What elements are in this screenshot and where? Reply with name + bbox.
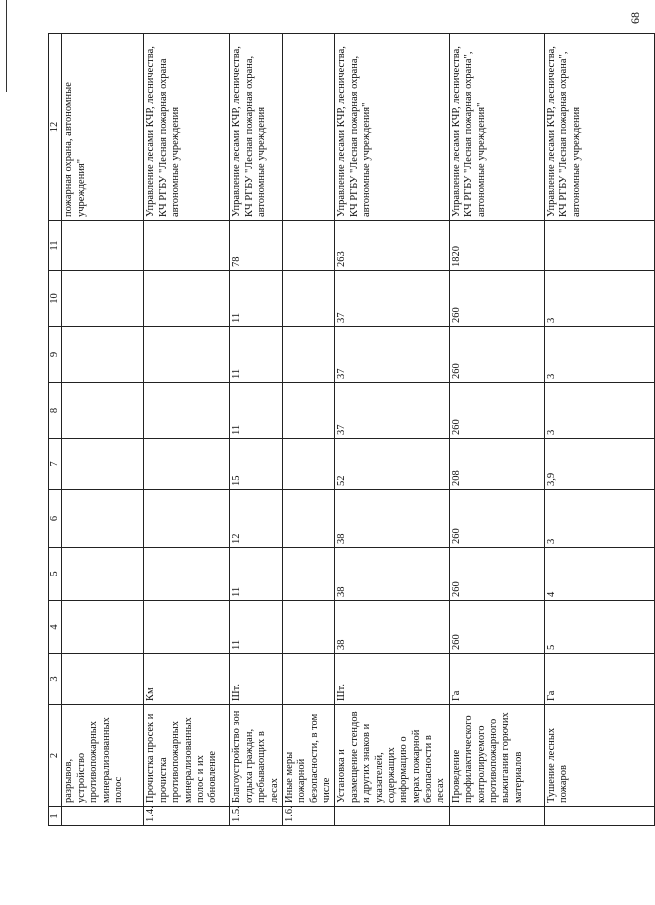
table-row: [544, 34, 654, 826]
value-cell: [282, 383, 335, 439]
value-cell: [282, 490, 335, 548]
header-cell: 7: [49, 439, 62, 490]
total-cell: [144, 221, 230, 271]
total-cell: 78: [230, 221, 283, 271]
responsible-cell: [282, 34, 335, 221]
value-cell: 260: [449, 601, 544, 654]
value-cell: 37: [335, 383, 449, 439]
value-cell: 3,9: [544, 439, 654, 490]
header-cell: 11: [49, 221, 62, 271]
table-row: [144, 34, 230, 826]
value-cell: 38: [335, 601, 449, 654]
value-cell: 260: [449, 548, 544, 601]
table-row: [335, 34, 449, 826]
responsible-cell: Управление лесами КЧР, лесничества, КЧ РГБУ "Лесная пожарная охрана", автономные учреждения": [449, 34, 544, 221]
responsible-cell: Управление лесами КЧР, лесничества, КЧ РГБУ "Лесная пожарная охрана, автономные учреждения": [335, 34, 449, 221]
unit-cell: Км: [144, 654, 230, 705]
table-row: [230, 34, 283, 826]
value-cell: 11: [230, 601, 283, 654]
value-cell: 260: [449, 327, 544, 383]
responsible-cell: пожарная охрана, автономные учреждения": [62, 34, 144, 221]
unit-cell: [282, 654, 335, 705]
total-cell: [62, 221, 144, 271]
value-cell: 11: [230, 548, 283, 601]
value-cell: [144, 601, 230, 654]
value-cell: [282, 601, 335, 654]
value-cell: [62, 383, 144, 439]
value-cell: 260: [449, 490, 544, 548]
unit-cell: Га: [544, 654, 654, 705]
total-cell: [282, 221, 335, 271]
value-cell: 37: [335, 271, 449, 327]
header-cell: 10: [49, 271, 62, 327]
row-number: 1.5.: [230, 807, 283, 826]
value-cell: [62, 601, 144, 654]
header-cell: 6: [49, 490, 62, 548]
header-cell: 1: [49, 807, 62, 826]
rotated-table-container: [48, 34, 622, 826]
total-cell: 263: [335, 221, 449, 271]
unit-cell: [62, 654, 144, 705]
value-cell: 4: [544, 548, 654, 601]
value-cell: 5: [544, 601, 654, 654]
value-cell: 12: [230, 490, 283, 548]
column-number-row: [49, 34, 62, 826]
value-cell: [62, 271, 144, 327]
measure-name: Благоустройство зон отдыха граждан, пребывающих в лесах: [230, 705, 283, 807]
total-cell: [544, 221, 654, 271]
responsible-cell: Управление лесами КЧР, лесничества, КЧ РГБУ "Лесная пожарная охрана", автономные учреждения: [544, 34, 654, 221]
row-number: [449, 807, 544, 826]
unit-cell: Шт.: [230, 654, 283, 705]
value-cell: [282, 327, 335, 383]
value-cell: [282, 439, 335, 490]
value-cell: [62, 490, 144, 548]
value-cell: 11: [230, 383, 283, 439]
header-cell: 8: [49, 383, 62, 439]
header-cell: 5: [49, 548, 62, 601]
page-number: 68: [628, 12, 642, 24]
value-cell: 37: [335, 327, 449, 383]
measure-name: Установка и размещение стендов и других знаков и указателей, содержащих информацию о мерах пожарной безопасности в лесах: [335, 705, 449, 807]
value-cell: 11: [230, 327, 283, 383]
table-row: [449, 34, 544, 826]
table-row: [282, 34, 335, 826]
row-number: [544, 807, 654, 826]
header-cell: 12: [49, 34, 62, 221]
responsible-cell: Управление лесами КЧР, лесничества, КЧ РГБУ "Лесная пожарная охрана автономные учреждения: [144, 34, 230, 221]
total-cell: 1820: [449, 221, 544, 271]
responsible-cell: Управление лесами КЧР, лесничества, КЧ РГБУ "Лесная пожарная охрана, автономные учреждения: [230, 34, 283, 221]
unit-cell: Шт.: [335, 654, 449, 705]
value-cell: [144, 383, 230, 439]
value-cell: [144, 439, 230, 490]
measure-name: разрывов, устройство противопожарных минерализованных полос: [62, 705, 144, 807]
header-cell: 3: [49, 654, 62, 705]
value-cell: 3: [544, 490, 654, 548]
row-number: 1.6.: [282, 807, 335, 826]
header-cell: 2: [49, 705, 62, 807]
table-row: [62, 34, 144, 826]
value-cell: 208: [449, 439, 544, 490]
value-cell: [144, 490, 230, 548]
measure-name: Тушение лесных пожаров: [544, 705, 654, 807]
scan-edge-mark: [6, 0, 7, 92]
value-cell: [62, 327, 144, 383]
measure-name: Прочистка просек и прочистка противопожарных минерализованных полос и их обновление: [144, 705, 230, 807]
value-cell: [282, 548, 335, 601]
header-cell: 4: [49, 601, 62, 654]
value-cell: 38: [335, 548, 449, 601]
unit-cell: Га: [449, 654, 544, 705]
value-cell: [62, 548, 144, 601]
value-cell: [144, 327, 230, 383]
value-cell: 260: [449, 271, 544, 327]
value-cell: 260: [449, 383, 544, 439]
row-number: [62, 807, 144, 826]
fire-safety-measures-table: [48, 33, 655, 826]
value-cell: 3: [544, 327, 654, 383]
value-cell: [62, 439, 144, 490]
value-cell: 3: [544, 271, 654, 327]
measure-name: Иные меры пожарной безопасности, в том числе: [282, 705, 335, 807]
row-number: 1.4.: [144, 807, 230, 826]
value-cell: 11: [230, 271, 283, 327]
value-cell: [144, 271, 230, 327]
header-cell: 9: [49, 327, 62, 383]
value-cell: 3: [544, 383, 654, 439]
value-cell: 15: [230, 439, 283, 490]
value-cell: [144, 548, 230, 601]
value-cell: [282, 271, 335, 327]
measure-name: Проведение профилактического контролируемого противопожарного выжигания горючих материалов: [449, 705, 544, 807]
value-cell: 38: [335, 490, 449, 548]
value-cell: 52: [335, 439, 449, 490]
row-number: [335, 807, 449, 826]
